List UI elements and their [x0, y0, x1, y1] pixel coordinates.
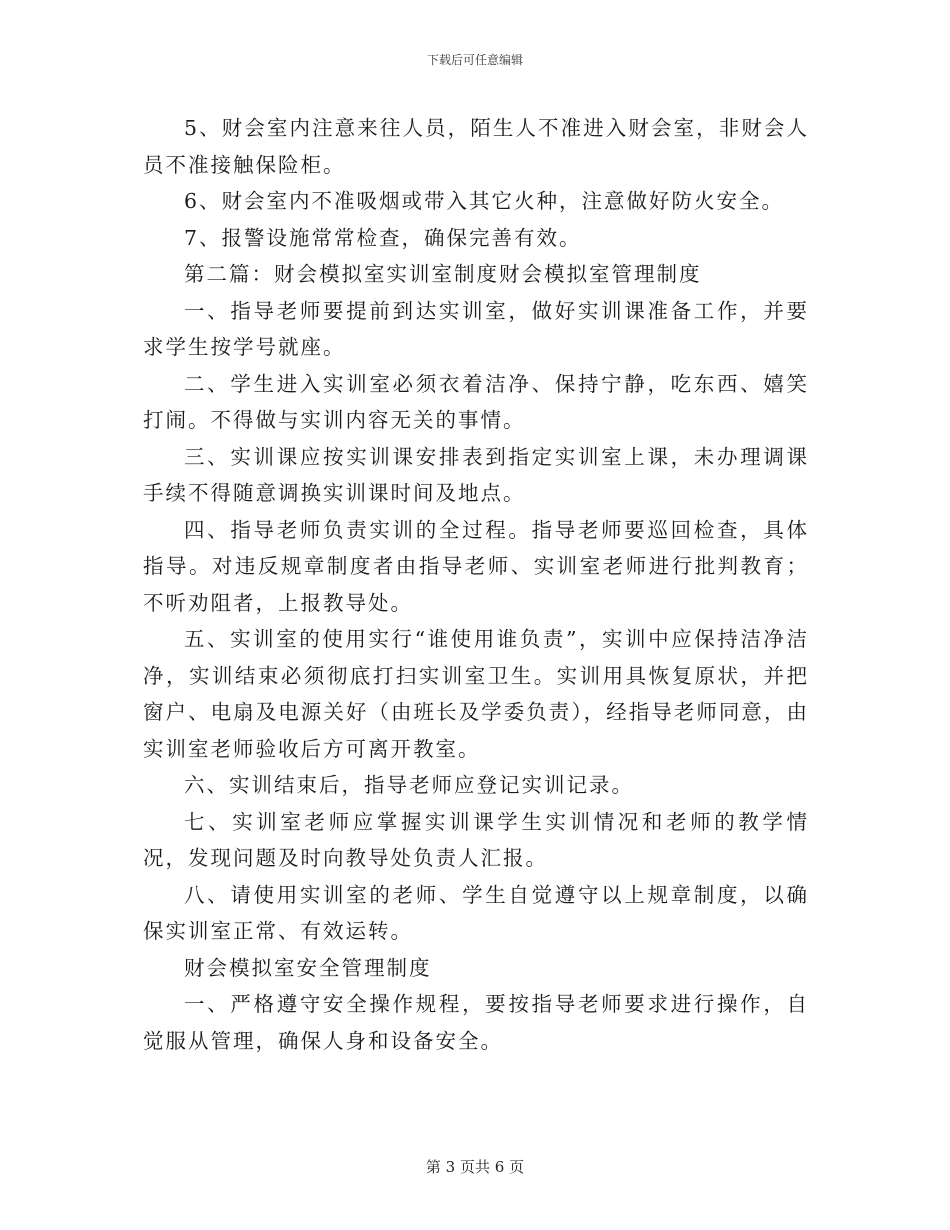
paragraph-item-1: 一、指导老师要提前到达实训室，做好实训课准备工作，并要求学生按学号就座。: [143, 298, 809, 359]
paragraph-item-8: 八、请使用实训室的老师、学生自觉遵守以上规章制度，以确保实训室正常、有效运转。: [143, 882, 809, 943]
paragraph-rule-6: 6、财会室内不准吸烟或带入其它火种，注意做好防火安全。: [184, 189, 785, 213]
paragraph-item-2: 二、学生进入实训室必须衣着洁净、保持宁静，吃东西、嬉笑打闹。不得做与实训内容无关的事情。: [143, 371, 809, 432]
paragraph-safety-item-1: 一、严格遵守安全操作规程，要按指导老师要求进行操作，自觉服从管理，确保人身和设备安全。: [143, 992, 809, 1053]
page-footer: 第 3 页共 6 页: [425, 1158, 525, 1176]
paragraph-item-3: 三、实训课应按实训课安排表到指定实训室上课，未办理调课手续不得随意调换实训课时间及地点。: [143, 444, 809, 505]
section-heading-part-two: 第二篇：财会模拟室实训室制度财会模拟室管理制度: [184, 262, 702, 286]
paragraph-item-4: 四、指导老师负责实训的全过程。指导老师要巡回检查，具体指导。对违反规章制度者由指导老师、实训室老师进行批判教育；不听劝阻者，上报教导处。: [143, 517, 809, 615]
paragraph-item-7: 七、实训室老师应掌握实训课学生实训情况和老师的教学情况，发现问题及时向教导处负责人汇报。: [143, 809, 809, 870]
paragraph-rule-5: 5、财会室内注意来往人员，陌生人不准进入财会室，非财会人员不准接触保险柜。: [143, 116, 809, 177]
paragraph-rule-7: 7、报警设施常常检查，确保完善有效。: [184, 225, 582, 250]
paragraph-item-5: 五、实训室的使用实行“谁使用谁负责”，实训中应保持洁净洁净，实训结束必须彻底打扫实训室卫生。实训用具恢复原状，并把窗户、电扇及电源关好（由班长及学委负责），经指导老师同意，由实训室老师验收后方可离开教室。: [143, 627, 809, 761]
page-header: 下载后可任意编辑: [426, 53, 523, 67]
paragraph-item-6: 六、实训结束后，指导老师应登记实训记录。: [184, 773, 634, 797]
section-heading-safety: 财会模拟室安全管理制度: [184, 955, 432, 980]
document-body: [143, 110, 809, 1059]
